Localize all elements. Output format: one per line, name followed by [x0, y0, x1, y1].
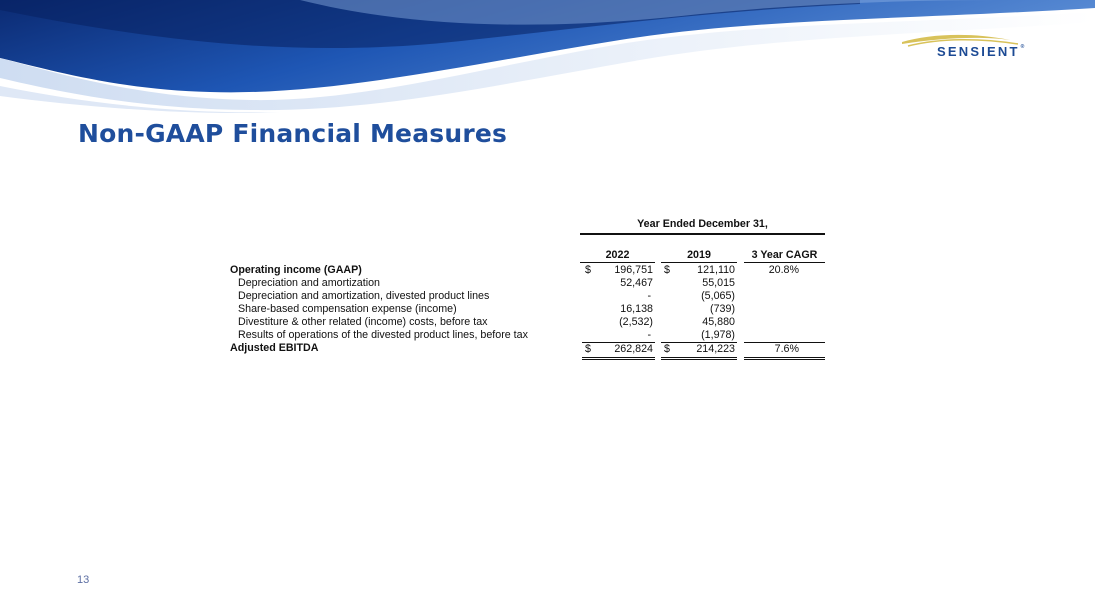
value-2022	[582, 303, 655, 316]
value-text: 7.6%	[774, 343, 799, 355]
currency-symbol: $	[664, 343, 670, 355]
brand-name: SENSIENT	[937, 44, 1020, 59]
value-2019	[661, 290, 737, 303]
row-label: Depreciation and amortization	[238, 277, 380, 289]
value-text: (5,065)	[701, 290, 735, 302]
page-title: Non-GAAP Financial Measures	[78, 119, 508, 148]
value-text: -	[647, 290, 651, 302]
value-text: (1,978)	[701, 329, 735, 341]
row-label: Divestiture & other related (income) costs, before tax	[238, 316, 488, 328]
value-2022	[582, 290, 655, 303]
value-text: (739)	[710, 303, 735, 315]
value-text: 45,880	[702, 316, 735, 328]
value-2022	[582, 264, 655, 277]
value-text: 214,223	[696, 343, 735, 355]
value-text: 121,110	[697, 264, 735, 276]
row-label: Share-based compensation expense (income)	[238, 303, 457, 315]
value-2022	[582, 329, 655, 342]
value-text: 16,138	[620, 303, 653, 315]
currency-symbol: $	[585, 264, 591, 276]
value-text: -	[647, 329, 651, 341]
row-label: Results of operations of the divested product lines, before tax	[238, 329, 528, 341]
value-2022	[582, 277, 655, 290]
currency-symbol: $	[585, 343, 591, 355]
table-row	[230, 303, 830, 316]
value-cagr	[744, 264, 825, 277]
brand-logo	[937, 44, 1024, 59]
total-2019	[661, 342, 737, 356]
double-underline	[582, 357, 655, 360]
period-header: Year Ended December 31,	[580, 218, 825, 235]
table-row	[230, 290, 830, 303]
total-2022	[582, 342, 655, 356]
row-label: Depreciation and amortization, divested product lines	[238, 290, 490, 302]
double-underline	[744, 357, 825, 360]
table-row	[230, 277, 830, 290]
value-2019	[661, 329, 737, 342]
table-row	[230, 329, 830, 342]
value-text: 20.8%	[768, 264, 799, 276]
column-header-2022: 2022	[580, 249, 655, 263]
total-label: Adjusted EBITDA	[230, 342, 319, 354]
total-row	[230, 342, 830, 355]
value-text: 196,751	[614, 264, 653, 276]
value-2019	[661, 277, 737, 290]
value-2019	[661, 303, 737, 316]
brand-trademark: ®	[1020, 44, 1025, 50]
double-underline	[661, 357, 737, 360]
value-2022	[582, 316, 655, 329]
row-label: Operating income (GAAP)	[230, 264, 362, 276]
table-row	[230, 264, 830, 277]
value-text: 55,015	[702, 277, 735, 289]
column-header-2019: 2019	[661, 249, 737, 263]
currency-symbol: $	[664, 264, 670, 276]
table-row	[230, 316, 830, 329]
value-text: (2,532)	[619, 316, 653, 328]
value-2019	[661, 264, 737, 277]
value-text: 52,467	[620, 277, 653, 289]
value-text: 262,824	[614, 343, 653, 355]
column-header-cagr: 3 Year CAGR	[744, 249, 825, 263]
value-2019	[661, 316, 737, 329]
total-cagr	[744, 342, 825, 356]
page-number: 13	[77, 574, 90, 586]
